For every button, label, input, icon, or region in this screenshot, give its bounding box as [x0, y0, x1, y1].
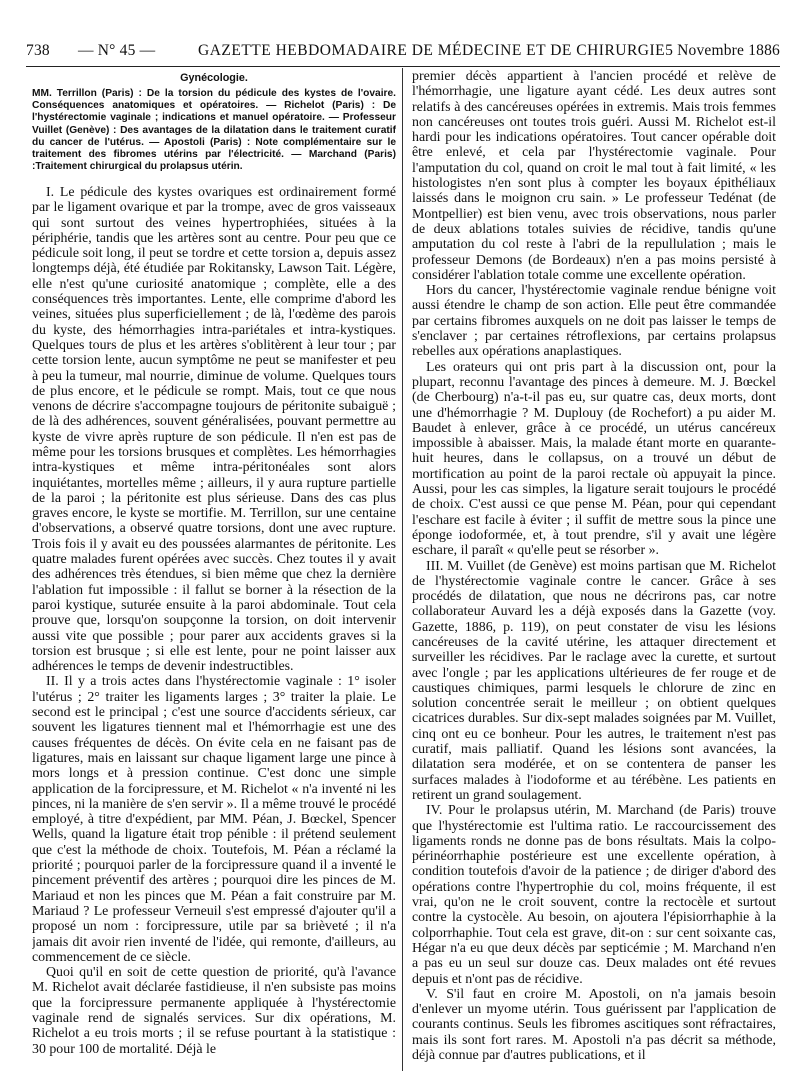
left-column — [32, 69, 396, 1071]
right-column — [412, 69, 776, 1071]
header-rule — [26, 66, 780, 67]
paragraph-priority: Quoi qu'il en soit de cette question de priorité, qu'à l'avance M. Richelot avait déclarée fastidieuse, il n'en subsiste pas moins que la forcipressure permanente appliquée à l'hystérectomie vaginale rend de signalés services. Sur dix opérations, M. Richelot a eu trois morts ; il se refuse pourtant à la statistique : 30 pour 100 de mortalité. Déjà le — [32, 965, 396, 1057]
section-title: Gynécologie. — [180, 72, 248, 84]
paragraph-electricity: V. S'il faut en croire M. Apostoli, on n'a jamais besoin d'enlever un myome utérin. Tous guérissent par l'application de courants continus. Seuls les fibromes ascitiques sont réfractaires, mais ils sont fort rares. M. Apostoli n'a pas décrit sa méthode, déjà connue par d'autres publications, et il — [412, 986, 776, 1063]
running-header — [26, 40, 780, 62]
paragraph-hysterectomy: II. Il y a trois actes dans l'hystérectomie vaginale : 1° isoler l'utérus ; 2° traiter les ligaments larges ; 3° traiter la plaie. Le second est le principal ; c'est une source d'accidents sérieux, car souvent les ligatures tiennent mal et l'hémorrhagie est une des causes fréquentes de décès. On évite cela en ne faisant pas de ligatures, mais en laissant sur chaque ligament large une pince à mors longs et à pression continue. C'est donc une simple application de la forcipressure, et M. Richelot « n'a inventé ni les pinces, ni la manière de s'en servir ». Il a même trouvé le procédé employé, à titre d'expédient, par MM. Péan, J. Bœckel, Spencer Wells, quand la ligature était trop pénible : il prétend seulement que c'est la méthode de choix. Toutefois, M. Péan a réclamé la priorité ; pourquoi parler de la forcipressure quand il a inventé le pincement préventif des artères ; pourquoi dire les pinces de M. Mariaud et non les pinces que M. Péan a fait construire par M. Mariaud ? Le professeur Verneuil s'est empressé d'ajouter qu'il a proposé un nom : forcipressure, utile par sa brièveté ; il n'a jamais dit avoir rien inventé de l'idée, qui remonte, d'ailleurs, au commencement de ce siècle. — [32, 674, 396, 965]
issue-date: 5 Novembre 1886 — [665, 42, 780, 59]
issue-number: — N° 45 — — [78, 42, 156, 59]
section-summary: MM. Terrillon (Paris) : De la torsion du pédicule des kystes de l'ovaire. Conséquences anatomiques et opératoires. — Richelot (Paris) : De l'hystérectomie vaginale ; indications et manuel opératoire. — Professeur Vuillet (Genève) : Des avantages de la dilatation dans le traitement curatif du cancer de l'utérus. — Apostoli (Paris) : Note complémentaire sur le traitement des fibromes utérins par l'électricité. — Marchand (Paris) :Traitement chirurgical du prolapsus utérin. — [32, 88, 396, 172]
paragraph-prolapsus: IV. Pour le prolapsus utérin, M. Marchand (de Paris) trouve que l'hystérectomie est l'ultima ratio. Le raccourcissement des ligaments ronds ne donne pas de bons résultats. Mais la colpo-périnéorrhaphie postérieure est une excellente opération, à condition toutefois d'avoir de la patience ; de diriger d'abord des opérations contre l'hypertrophie du col, moins fréquente, il est vrai, qu'on ne le croit souvent, contre la rectocèle et surtout contre la cystocèle. Au besoin, on ajoutera l'épisiorrhaphie à la colporrhaphie. Tout cela est grave, dit-on : sur cent soixante cas, Hégar n'a eu que deux décès par septicémie ; M. Marchand n'en a pas eu un seul sur douze cas. Deux malades ont été revues depuis et n'ont pas de récidive. — [412, 803, 776, 987]
paragraph-dilatation: III. M. Vuillet (de Genève) est moins partisan que M. Richelot de l'hystérectomie vaginale contre le cancer. Grâce à ses procédés de dilatation, que nous ne décrirons pas, car notre collaborateur Auvard les a déjà exposés dans la Gazette (voy. Gazette, 1886, p. 119), on peut constater de visu les lésions cancéreuses de la cavité utérine, les attaquer directement et surveiller les récidives. Par le raclage avec la curette, et surtout avec l'ongle ; par les applications ultérieures de fer rouge et de caustiques chimiques, parmi lesquels le chlorure de zinc en solution concentrée serait le meilleur ; on obtient quelques cicatrices durables. Sur dix-sept malades soignées par M. Vuillet, cinq ont eu ce bonheur. Pour les autres, le traitement n'est pas curatif, mais palliatif. Quand les lésions sont avancées, la dilatation sera modérée, et on se contentera de panser les surfaces malades à l'iodoforme et au térébène. Les patients en retirent un grand soulagement. — [412, 558, 776, 803]
page-number: 738 — [26, 42, 50, 59]
paragraph-continuation: premier décès appartient à l'ancien procédé et relève de l'hémorrhagie, une ligature ayant cédé. Les deux autres sont relatifs à des cancéreuses opérées in extremis. Mais trois femmes non cancéreuses ont toutes trois guéri. Aussi M. Richelot est-il hardi pour les indications opératoires. Tout cancer opérable doit être enlevé, et cela par l'hystérectomie vaginale. Pour l'amputation du col, quand on croit le mal tout à fait limité, « les histologistes n'en sont plus à compter les boyaux épithéliaux laissés dans le moignon cru sain. » Le professeur Tedénat (de Montpellier) est bien venu, avec trois observations, nous parler de deux ablations totales suivies de récidive, tandis qu'une amputation du col reste à l'abri de la repullulation ; mais le professeur Demons (de Bordeaux) n'en a pas moins persisté à considérer l'ablation totale comme une excellente opération. — [412, 69, 776, 283]
paragraph-indications: Hors du cancer, l'hystérectomie vaginale rendue bénigne voit aussi étendre le champ de son action. Elle peut être commandée par certains fibromes auxquels on ne doit pas laisser le temps de s'enclaver ; par certaines rétroflexions, par certains prolapsus rebelles aux opérations anaplastiques. — [412, 283, 776, 360]
paragraph-discussion: Les orateurs qui ont pris part à la discussion ont, pour la plupart, reconnu l'avantage des pinces à demeure. M. J. Bœckel (de Cherbourg) n'a-t-il pas eu, sur quatre cas, deux morts, dont une d'hémorrhagie ? M. Duplouy (de Rochefort) a pu aider M. Baudet à enlever, grâce à ce procédé, un utérus cancéreux impossible à abaisser. Mais, la malade étant morte en quarante-huit heures, dans le collapsus, on a trouvé un début de mortification au point de la paroi rectale où appuyait la pince. Aussi, pour les cas simples, la ligature serait toujours le procédé de choix. C'est aussi ce que pense M. Péan, pour qui cependant l'eschare est facile à éviter ; il suffit de mettre sous la pince une éponge iodoformée, et, à tout prendre, s'il y avait une légère eschare, il paraît « qu'elle peut se résorber ». — [412, 359, 776, 559]
column-divider — [402, 68, 403, 1071]
journal-title: GAZETTE HEBDOMADAIRE DE MÉDECINE ET DE CHIRURGIE — [198, 42, 666, 59]
paragraph-torsion: I. Le pédicule des kystes ovariques est ordinairement formé par le ligament ovarique et par la trompe, avec de gros vaisseaux qui sont surtout des veines hypertrophiées, situées à la périphérie, tandis que les artères sont au centre. Pour peu que ce pédicule soit long, il peut se tordre et cette torsion a, depuis assez longtemps déjà, été étudiée par Rokitansky, Lawson Tait. Légère, elle n'est qu'une curiosité anatomique ; complète, elle a des conséquences très importantes. Lente, elle comprime d'abord les veines, situées plus superficiellement ; de là, l'œdème des parois du kyste, des hémorrhagies intra-pariétales et intra-kystiques. Quelques tours de plus et les artères s'oblitèrent à leur tour ; par cette torsion lente, aucun symptôme ne peut se manifester et peu à peu la tumeur, mal nourrie, diminue de volume. Quelques tours de plus encore, et le pédicule se rompt. Mais, tout ce que nous venons de décrire s'accompagne toujours de péritonite subaiguë ; de là des adhérences, souvent généralisées, pouvant permettre au kyste de vivre après rupture de son pédicule. Il n'en est pas de même pour les torsions brusques et complètes. Les hémorrhagies intra-kystiques et même intra-péritonéales sont alors inquiétantes, mortelles même ; ailleurs, il y aura rupture partielle de la paroi ; la péritonite est plus sérieuse. Dans des cas plus graves encore, le kyste se mortifie. M. Terrillon, sur une centaine d'observations, a observé quatre torsions, dont une avec rupture. Trois fois il y avait eu des poussées alarmantes de péritonite. Les quatre malades furent opérées avec succès. Chez toutes il y avait des adhérences très étendues, si bien même que chez la dernière l'ablation fut impossible : il fallut se borner à la résection de la paroi kystique, suturée ensuite à la paroi abdominale. Tout cela prouve que, lorsqu'on soupçonne la torsion, on doit intervenir aussi vite que possible ; pour parer aux accidents graves si la torsion est brusque ; si elle est lente, pour ne point laisser aux adhérences le temps de devenir indestructibles. — [32, 184, 396, 675]
